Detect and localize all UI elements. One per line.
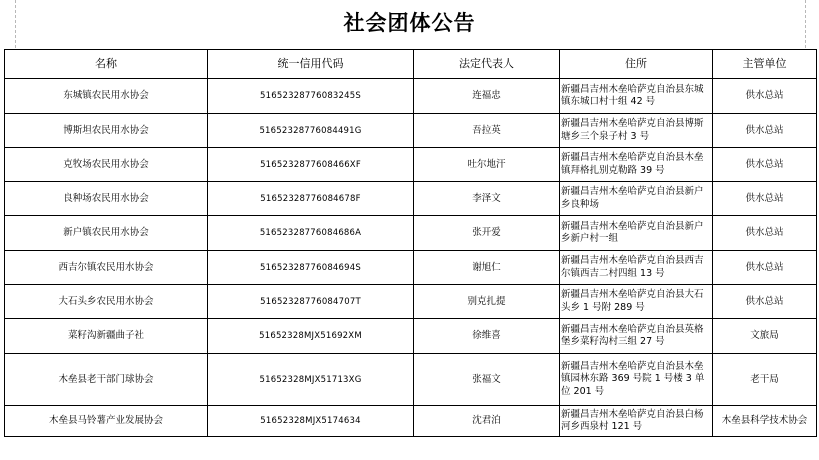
cell-representative: 徐维喜 <box>414 319 560 354</box>
column-header-unit: 主管单位 <box>713 50 817 79</box>
column-header-representative: 法定代表人 <box>414 50 560 79</box>
cell-name: 大石头乡农民用水协会 <box>5 285 208 319</box>
table-row <box>5 216 817 251</box>
cell-unit: 供水总站 <box>713 182 817 216</box>
document-title: 社会团体公告 <box>343 11 476 35</box>
table-row <box>5 148 817 182</box>
cell-name: 木垒县老干部门球协会 <box>5 354 208 406</box>
cell-unit: 文旅局 <box>713 319 817 354</box>
column-header-code: 统一信用代码 <box>208 50 414 79</box>
cell-code: 51652328MJX51713XG <box>208 354 414 406</box>
column-header-address: 住所 <box>560 50 713 79</box>
cell-unit: 供水总站 <box>713 251 817 285</box>
cell-name: 木垒县马铃薯产业发展协会 <box>5 406 208 437</box>
cell-address: 新疆昌吉州木垒哈萨克自治县木垒镇园林东路 369 号院 1 号楼 3 单位 201 号 <box>560 354 713 406</box>
cell-address: 新疆昌吉州木垒哈萨克自治县大石头乡 1 号附 289 号 <box>560 285 713 319</box>
cell-representative: 别克扎提 <box>414 285 560 319</box>
cell-address: 新疆昌吉州木垒哈萨克自治县英格堡乡菜籽沟村三组 27 号 <box>560 319 713 354</box>
cell-representative: 连福忠 <box>414 79 560 114</box>
cell-code: 51652328776084694S <box>208 251 414 285</box>
table-row <box>5 79 817 114</box>
table-header-row <box>5 50 817 79</box>
cell-address: 新疆昌吉州木垒哈萨克自治县博斯塘乡三个泉子村 3 号 <box>560 114 713 148</box>
cell-unit: 供水总站 <box>713 285 817 319</box>
cell-name: 博斯坦农民用水协会 <box>5 114 208 148</box>
cell-address: 新疆昌吉州木垒哈萨克自治县新户乡良种场 <box>560 182 713 216</box>
cell-name: 东城镇农民用水协会 <box>5 79 208 114</box>
cell-unit: 供水总站 <box>713 216 817 251</box>
cell-address: 新疆昌吉州木垒哈萨克自治县东城镇东城口村十组 42 号 <box>560 79 713 114</box>
cell-code: 51652328776084678F <box>208 182 414 216</box>
table-row <box>5 251 817 285</box>
cell-address: 新疆昌吉州木垒哈萨克自治县西吉尔镇西吉二村四组 13 号 <box>560 251 713 285</box>
cell-name: 克牧场农民用水协会 <box>5 148 208 182</box>
cell-unit: 老干局 <box>713 354 817 406</box>
cell-code: 516523287760846​6XF <box>208 148 414 182</box>
table-row <box>5 406 817 437</box>
cell-unit: 供水总站 <box>713 148 817 182</box>
cell-unit: 供水总站 <box>713 114 817 148</box>
cell-code: 51652328776083245S <box>208 79 414 114</box>
cell-representative: 谢旭仁 <box>414 251 560 285</box>
cell-unit: 供水总站 <box>713 79 817 114</box>
cell-name: 新户镇农民用水协会 <box>5 216 208 251</box>
cell-code: 51652328MJX51746​34 <box>208 406 414 437</box>
cell-name: 菜籽沟新疆曲子社 <box>5 319 208 354</box>
cell-address: 新疆昌吉州木垒哈萨克自治县木垒镇拜格扎别克勒路 39 号 <box>560 148 713 182</box>
cell-name: 西吉尔镇农民用水协会 <box>5 251 208 285</box>
cell-name: 良种场农民用水协会 <box>5 182 208 216</box>
cell-code: 51652328776084707T <box>208 285 414 319</box>
cell-representative: 吐尔地汗 <box>414 148 560 182</box>
table-row <box>5 354 817 406</box>
table-row <box>5 182 817 216</box>
notice-table <box>4 49 817 437</box>
column-header-name: 名称 <box>5 50 208 79</box>
cell-representative: 沈君泊 <box>414 406 560 437</box>
cell-representative: 张开爱 <box>414 216 560 251</box>
cell-representative: 张福文 <box>414 354 560 406</box>
cell-code: 51652328776084686A <box>208 216 414 251</box>
cell-code: 51652328MJX51692XM <box>208 319 414 354</box>
cell-representative: 吾拉英 <box>414 114 560 148</box>
table-row <box>5 319 817 354</box>
cell-address: 新疆昌吉州木垒哈萨克自治县新户乡新户村一组 <box>560 216 713 251</box>
table-row <box>5 114 817 148</box>
cell-address: 新疆昌吉州木垒哈萨克自治县白杨河乡西泉村 121 号 <box>560 406 713 437</box>
cell-code: 51652328776084491G <box>208 114 414 148</box>
cell-representative: 李泽文 <box>414 182 560 216</box>
cell-unit: 木垒县科学技术协会 <box>713 406 817 437</box>
table-row <box>5 285 817 319</box>
